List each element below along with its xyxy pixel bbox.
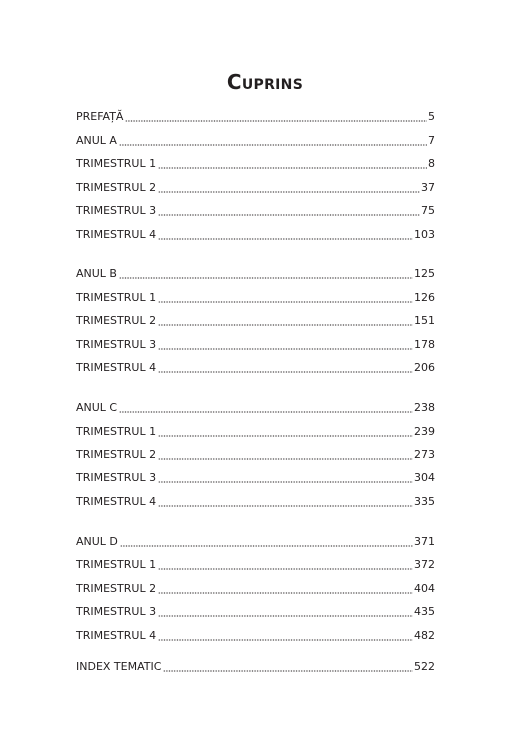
- toc-entry: [76, 425, 435, 439]
- dot-leader: [158, 560, 413, 570]
- toc-entry: [76, 204, 435, 218]
- toc-entry-page: 371: [414, 535, 435, 548]
- toc-entry: [76, 291, 435, 305]
- toc-entry-label: TRIMESTRUL 4: [76, 629, 157, 642]
- dot-leader: [125, 112, 427, 122]
- dot-leader: [158, 427, 413, 437]
- dot-leader: [158, 450, 413, 460]
- toc-entry: [76, 401, 435, 415]
- toc-entry-page: 482: [414, 629, 435, 642]
- toc-entry-label: TRIMESTRUL 4: [76, 361, 157, 374]
- toc-entry-label: PREFAȚĂ: [76, 110, 124, 123]
- toc-entry: [76, 338, 435, 352]
- toc-entry-label: INDEX TEMATIC: [76, 660, 162, 673]
- toc-entry: [76, 157, 435, 171]
- toc-entry-page: 37: [421, 181, 435, 194]
- toc-entry: [76, 629, 435, 643]
- toc-entry: [76, 582, 435, 596]
- toc-entry-page: 435: [414, 605, 435, 618]
- toc-entry-label: TRIMESTRUL 1: [76, 291, 157, 304]
- dot-leader: [158, 159, 427, 169]
- toc-entry-label: ANUL C: [76, 401, 118, 414]
- dot-leader: [158, 183, 420, 193]
- toc-entry-label: TRIMESTRUL 2: [76, 314, 157, 327]
- toc-entry-page: 206: [414, 361, 435, 374]
- toc-entry: [76, 660, 435, 674]
- dot-leader: [158, 206, 420, 216]
- toc-entry-label: TRIMESTRUL 1: [76, 157, 157, 170]
- toc-entry: [76, 448, 435, 462]
- toc-entry-label: TRIMESTRUL 1: [76, 558, 157, 571]
- dot-leader: [158, 497, 413, 507]
- dot-leader: [163, 662, 413, 672]
- toc-entry: [76, 605, 435, 619]
- toc-entry: [76, 110, 435, 124]
- toc-entry: [76, 558, 435, 572]
- dot-leader: [119, 136, 427, 146]
- toc-entry-label: TRIMESTRUL 3: [76, 605, 157, 618]
- toc-entry-page: 126: [414, 291, 435, 304]
- dot-leader: [158, 316, 413, 326]
- toc-entry-label: TRIMESTRUL 4: [76, 495, 157, 508]
- toc-entry-page: 75: [421, 204, 435, 217]
- toc-entry-page: 125: [414, 267, 435, 280]
- toc-entry-label: TRIMESTRUL 2: [76, 582, 157, 595]
- toc-entry-page: 178: [414, 338, 435, 351]
- toc-entry-page: 8: [428, 157, 435, 170]
- toc-entry: [76, 134, 435, 148]
- page-title: Cuprins: [226, 70, 304, 94]
- toc-entry: [76, 361, 435, 375]
- toc-entry-label: ANUL B: [76, 267, 117, 280]
- toc-entry-page: 404: [414, 582, 435, 595]
- toc-entry-page: 5: [428, 110, 435, 123]
- toc-entry: [76, 314, 435, 328]
- toc-entry-label: TRIMESTRUL 4: [76, 228, 157, 241]
- dot-leader: [119, 269, 413, 279]
- toc-entry: [76, 535, 435, 549]
- toc-entry-label: TRIMESTRUL 3: [76, 338, 157, 351]
- dot-leader: [158, 631, 413, 641]
- toc-entry-label: TRIMESTRUL 3: [76, 471, 157, 484]
- toc-entry-label: ANUL A: [76, 134, 117, 147]
- toc-entry-page: 304: [414, 471, 435, 484]
- toc-entry: [76, 267, 435, 281]
- dot-leader: [158, 230, 413, 240]
- toc-entry-page: 239: [414, 425, 435, 438]
- toc-entry-page: 335: [414, 495, 435, 508]
- toc-entry-label: TRIMESTRUL 3: [76, 204, 157, 217]
- toc-entry-label: TRIMESTRUL 1: [76, 425, 157, 438]
- toc-entry: [76, 228, 435, 242]
- toc-entry-page: 372: [414, 558, 435, 571]
- toc-entry-page: 151: [414, 314, 435, 327]
- dot-leader: [158, 473, 413, 483]
- toc-entry-page: 238: [414, 401, 435, 414]
- dot-leader: [158, 607, 413, 617]
- toc-entry: [76, 181, 435, 195]
- toc-entry: [76, 495, 435, 509]
- dot-leader: [158, 340, 413, 350]
- toc-entry-page: 103: [414, 228, 435, 241]
- dot-leader: [119, 403, 413, 413]
- toc-entry-page: 273: [414, 448, 435, 461]
- toc-entry-page: 522: [414, 660, 435, 673]
- dot-leader: [158, 584, 413, 594]
- toc-entry-label: TRIMESTRUL 2: [76, 181, 157, 194]
- toc-entry: [76, 471, 435, 485]
- toc-entry-label: TRIMESTRUL 2: [76, 448, 157, 461]
- dot-leader: [120, 537, 413, 547]
- toc-entry-label: ANUL D: [76, 535, 118, 548]
- dot-leader: [158, 293, 413, 303]
- toc-entry-page: 7: [428, 134, 435, 147]
- dot-leader: [158, 363, 413, 373]
